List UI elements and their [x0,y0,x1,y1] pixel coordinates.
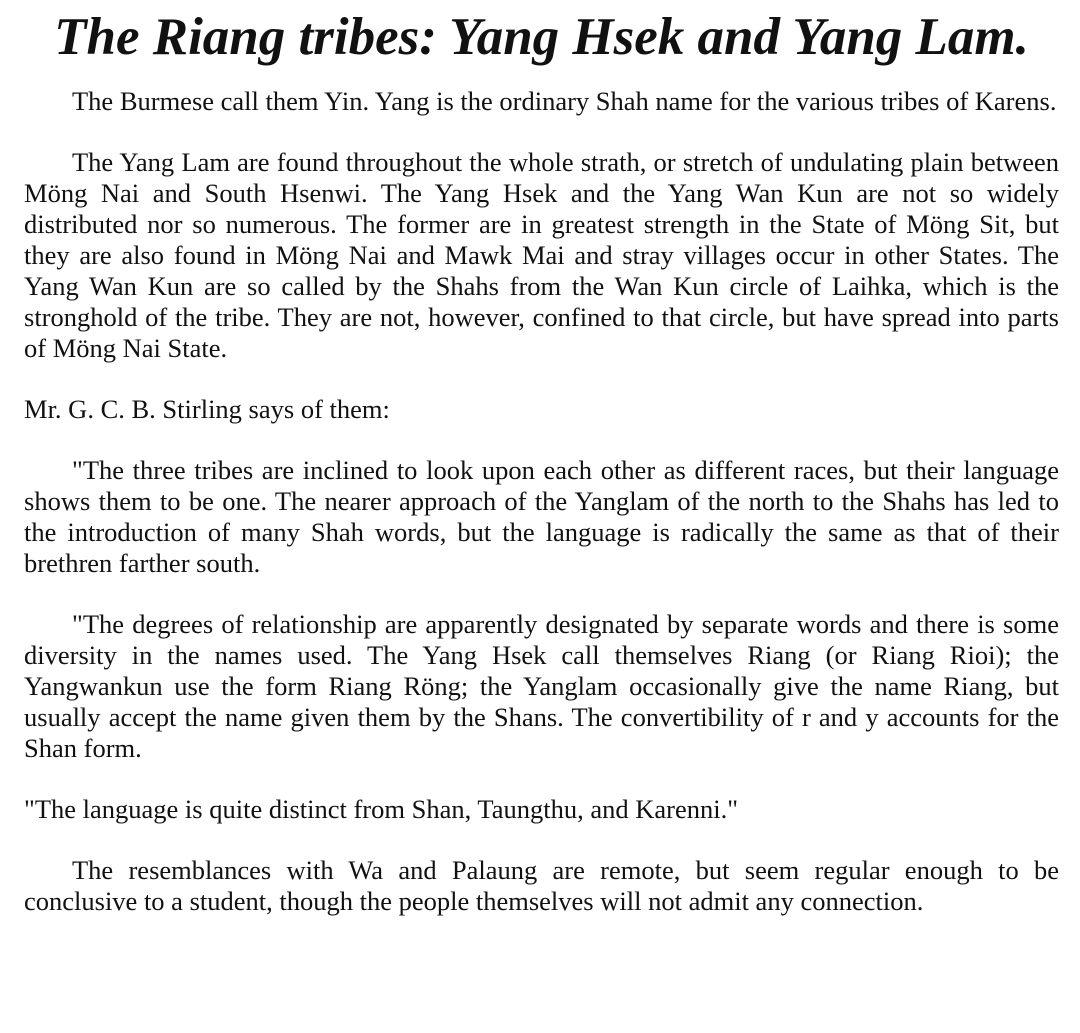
paragraph-resemblances: The resemblances with Wa and Palaung are remote, but seem regular enough to be conclusive to a student, though the people themselves will not admit any connection. [24,855,1059,916]
page-title: The Riang tribes: Yang Hsek and Yang Lam. [54,8,1029,66]
document-page [24,8,1059,917]
paragraph-stirling-intro: Mr. G. C. B. Stirling says of them: [24,394,390,424]
paragraph-quote-relationship: "The degrees of relationship are apparently designated by separate words and there is some diversity in the names used. The Yang Hsek call themselves Riang (or Riang Rioi); the Yangwankun use the form Riang Röng; the Yanglam occasionally give the name Riang, but usually accept the name given them by the Shans. The convertibility of r and y accounts for the Shan form. [24,609,1059,763]
paragraph-quote-language: "The language is quite distinct from Shan, Taungthu, and Karenni." [24,794,739,824]
paragraph-intro: The Burmese call them Yin. Yang is the ordinary Shah name for the various tribes of Karens. [72,86,1057,116]
paragraph-quote-tribes: "The three tribes are inclined to look upon each other as different races, but their language shows them to be one. The nearer approach of the Yanglam of the north to the Shahs has led to the introduction of many Shah words, but the language is radically the same as that of their brethren farther south. [24,455,1059,578]
paragraph-distribution: The Yang Lam are found throughout the whole strath, or stretch of undulating plain between Möng Nai and South Hsenwi. The Yang Hsek and the Yang Wan Kun are not so widely distributed nor so numerous. The former are in greatest strength in the State of Möng Sit, but they are also found in Möng Nai and Mawk Mai and stray villages occur in other States. The Yang Wan Kun are so called by the Shahs from the Wan Kun circle of Laihka, which is the stronghold of the tribe. They are not, however, confined to that circle, but have spread into parts of Möng Nai State. [24,147,1059,363]
